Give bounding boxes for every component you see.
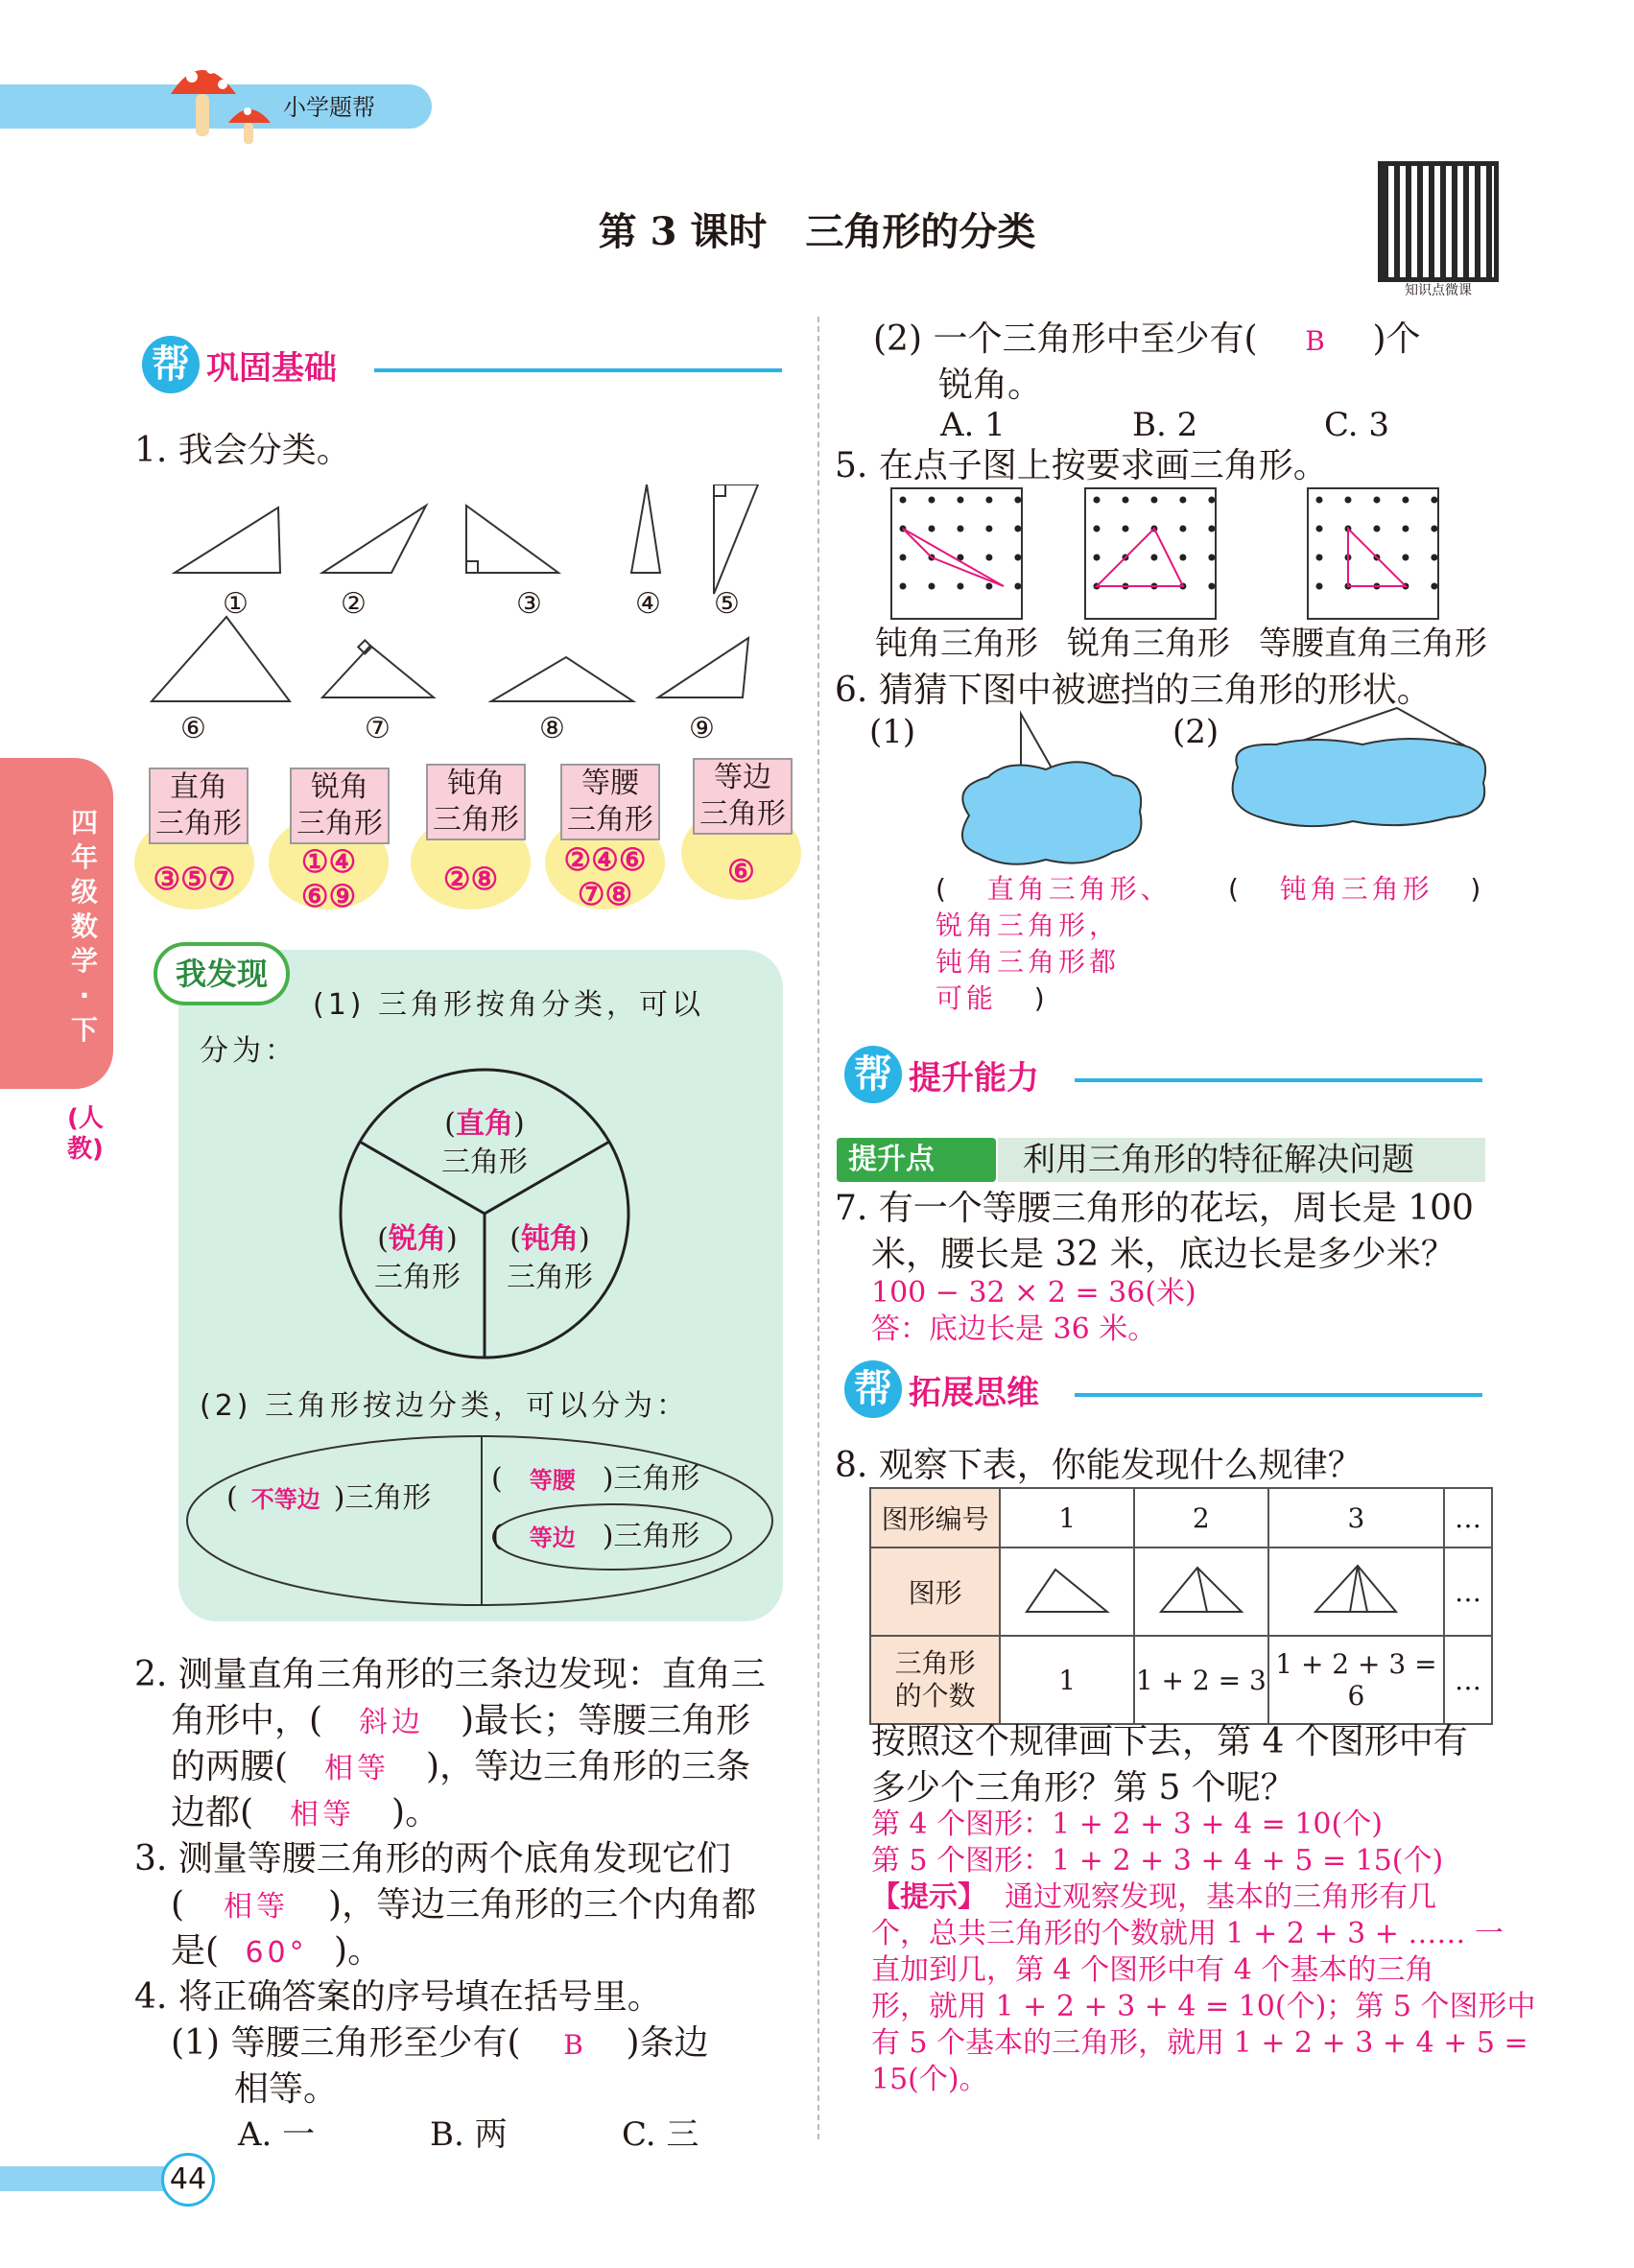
table-header: 图形编号 [870, 1488, 1000, 1547]
triangle-9 [658, 638, 748, 697]
pattern-figure-1 [1019, 1560, 1115, 1618]
table-figure [1134, 1547, 1268, 1636]
improve-point-tag: 提升点 [837, 1138, 996, 1182]
grid-dot [1014, 555, 1021, 561]
discover-p1a: (1) 三角形按角分类，可以 [313, 988, 705, 1022]
q2-line2: 角形中，( 斜边 )最长；等腰三角形 [171, 1701, 751, 1740]
dot-grid-acute [1084, 487, 1219, 622]
triangle-8 [491, 657, 633, 701]
pattern-figure-2 [1153, 1560, 1249, 1618]
table-header: 图形 [870, 1547, 1000, 1636]
grid-dot [985, 497, 992, 504]
cloud-hidden-triangle-2 [1219, 700, 1497, 844]
q2-line1: 2. 测量直角三角形的三条边发现：直角三 [134, 1655, 766, 1694]
triangle-7 [322, 646, 434, 697]
qr-caption: 知识点微课 [1405, 283, 1472, 298]
grid-dot [1179, 555, 1186, 561]
class-answer: ③⑤⑦ [153, 861, 236, 897]
mushroom-logo-icon [163, 48, 278, 154]
grid-dot [1122, 526, 1128, 532]
grid-dot [1122, 497, 1128, 504]
bang-icon: 帮 [142, 336, 200, 393]
grid-dot [1431, 583, 1437, 590]
class-label: 直角 三角形 [149, 768, 249, 844]
triangle-2 [322, 506, 426, 573]
grid-dot [1373, 497, 1380, 504]
tri-num-9: ⑨ [689, 712, 715, 745]
q5-stem: 5. 在点子图上按要求画三角形。 [835, 446, 1328, 485]
grid-dot [928, 583, 935, 590]
grid-dot [1431, 526, 1437, 532]
grid-dot [985, 555, 992, 561]
class-answer: ⑥ [727, 853, 755, 889]
section-improve: 提升能力 [909, 1059, 1039, 1098]
q8-question-1: 按照这个规律画下去，第 4 个图形中有 [871, 1722, 1468, 1761]
grid-dot [928, 497, 935, 504]
grid-dot [1402, 497, 1409, 504]
table-cell: 1 + 2 + 3 = 6 [1268, 1636, 1444, 1724]
q8-question-2: 多少个三角形？第 5 个呢？ [871, 1768, 1295, 1807]
bang-icon: 帮 [844, 1360, 902, 1418]
grid-dot [1094, 497, 1101, 504]
class-answer: ①④ ⑥⑨ [300, 843, 357, 914]
triangle-1 [175, 508, 280, 573]
grid-dot [1014, 497, 1021, 504]
q1-stem: 1. 我会分类。 [134, 431, 351, 470]
grid-dot [1402, 526, 1409, 532]
section-expand: 拓展思维 [909, 1374, 1039, 1412]
grid-dot [1208, 526, 1215, 532]
q8-answer-2: 第 5 个图形：1 + 2 + 3 + 4 + 5 = 15(个) [871, 1844, 1444, 1878]
side-edition: (人教) [67, 1104, 104, 1164]
q2-line3: 的两腰( 相等 )，等边三角形的三条 [171, 1747, 751, 1786]
table-cell: 1 + 2 = 3 [1134, 1636, 1268, 1724]
tri-num-6: ⑥ [180, 712, 206, 745]
class-label: 等腰 三角形 [560, 764, 660, 840]
q8-hint-5: 有 5 个基本的三角形，就用 1 + 2 + 3 + 4 + 5 = [871, 2026, 1528, 2060]
side-grade: 四年级数学·下 [70, 807, 98, 1046]
table-cell: 2 [1134, 1488, 1268, 1547]
tri-num-4: ④ [635, 587, 661, 621]
grid-dot [1179, 497, 1186, 504]
grid-dot [1316, 583, 1323, 590]
pie-acute: (锐角) 三角形 [374, 1222, 461, 1294]
table-cell: … [1444, 1488, 1492, 1547]
grid-dot [957, 497, 963, 504]
table-header: 三角形 的个数 [870, 1636, 1000, 1724]
ellipse-mid: ( 等腰 )三角形 [491, 1462, 700, 1496]
q8-hint-4: 形，就用 1 + 2 + 3 + 4 = 10(个)；第 5 个图形中 [871, 1990, 1536, 2023]
q3-line1: 3. 测量等腰三角形的两个底角发现它们 [134, 1839, 731, 1878]
ellipse-inner: ( 等边 )三角形 [491, 1520, 700, 1553]
q4-s1-option-c: C. 三 [622, 2115, 699, 2154]
triangle-4 [631, 484, 660, 573]
q6-num-1: (1) [869, 713, 916, 751]
grid-dot [1179, 526, 1186, 532]
q8-stem: 8. 观察下表，你能发现什么规律？ [835, 1446, 1362, 1485]
grid-dot [900, 555, 907, 561]
grid-dot [1431, 497, 1437, 504]
q8-hint-3: 直加到几，第 4 个图形中有 4 个基本的三角 [871, 1953, 1434, 1987]
bang-icon: 帮 [844, 1046, 902, 1103]
grid-dot [985, 526, 992, 532]
q2-line4: 边都( 相等 )。 [171, 1793, 440, 1832]
class-answer: ②④⑥ ⑦⑧ [563, 841, 647, 912]
q7-answer-2: 答：底边长是 36 米。 [871, 1312, 1157, 1346]
column-divider [817, 317, 819, 2139]
table-cell: 1 [1000, 1488, 1134, 1547]
q4-s2c: 锐角。 [938, 366, 1043, 405]
tri-num-7: ⑦ [365, 712, 391, 745]
grid-dot [1150, 497, 1157, 504]
tri-num-8: ⑧ [539, 712, 565, 745]
discover-p1b: 分为： [200, 1034, 297, 1068]
grid-dot [1150, 555, 1157, 561]
grid-dot [985, 583, 992, 590]
grid-dot [1014, 583, 1021, 590]
class-label: 钝角 三角形 [426, 764, 526, 840]
qr-code-icon[interactable] [1378, 161, 1499, 282]
q6-answer-1: ( 直角三角形、 锐角三角形， 钝角三角形都 可能 ) [935, 873, 1172, 1014]
improve-point-text: 利用三角形的特征解决问题 [1023, 1141, 1414, 1179]
grid-dot [1316, 555, 1323, 561]
table-cell: 1 [1000, 1636, 1134, 1724]
triangle-6 [152, 617, 290, 701]
dot-grid-isosceles-right [1307, 487, 1441, 622]
q4-stem: 4. 将正确答案的序号填在括号里。 [134, 1977, 662, 2017]
tri-num-1: ① [223, 587, 249, 621]
grid-dot [957, 526, 963, 532]
table-figure [1000, 1547, 1134, 1636]
pie-obtuse: (钝角) 三角形 [507, 1222, 593, 1294]
table-cell: … [1444, 1636, 1492, 1724]
q7-line2: 米，腰长是 32 米，底边长是多少米？ [871, 1235, 1456, 1274]
q8-hint-2: 个，总共三角形的个数就用 1 + 2 + 3 + …… 一 [871, 1917, 1504, 1950]
q4-s2-option-c: C. 3 [1324, 406, 1390, 444]
q5-label-1: 钝角三角形 [875, 625, 1038, 663]
discover-badge: 我发现 [154, 942, 290, 1005]
pie-right-angle: (直角) 三角形 [441, 1107, 528, 1179]
grid-dot [900, 497, 907, 504]
section-basic: 巩固基础 [206, 349, 337, 388]
grid-dot [1402, 555, 1409, 561]
q4-s1-option-b: B. 两 [430, 2115, 508, 2154]
ellipse-left: ( 不等边 )三角形 [226, 1481, 432, 1515]
grid-dot [1208, 555, 1215, 561]
page-bar [0, 2166, 182, 2191]
pattern-table [869, 1487, 1493, 1725]
grid-dot [1344, 497, 1351, 504]
brand-name: 小学题帮 [283, 94, 375, 121]
q6-answer-2: ( 钝角三角形 ) [1228, 873, 1485, 905]
grid-dot [957, 583, 963, 590]
page-number: 44 [161, 2153, 215, 2207]
table-cell: … [1444, 1547, 1492, 1636]
class-label: 等边 三角形 [693, 758, 793, 835]
grid-dot [1316, 526, 1323, 532]
q4-s2-option-a: A. 1 [940, 406, 1006, 444]
grid-dot [928, 526, 935, 532]
q3-line3: 是( 60° )。 [171, 1931, 383, 1971]
grid-dot [1094, 555, 1101, 561]
q8-answer-1: 第 4 个图形：1 + 2 + 3 + 4 = 10(个) [871, 1807, 1383, 1841]
tri-num-5: ⑤ [714, 587, 740, 621]
grid-dot [1431, 555, 1437, 561]
section-line [1075, 1393, 1482, 1397]
q7-line1: 7. 有一个等腰三角形的花坛，周长是 100 [835, 1189, 1474, 1228]
cloud-hidden-triangle-1 [950, 710, 1151, 873]
q8-hint-1: 【提示】 通过观察发现，基本的三角形有几 [871, 1880, 1437, 1914]
class-answer: ②⑧ [442, 861, 499, 897]
q6-stem: 6. 猜猜下图中被遮挡的三角形的形状。 [835, 671, 1432, 710]
q4-s2-option-b: B. 2 [1132, 406, 1198, 444]
q4-s1c: 相等。 [234, 2069, 339, 2109]
table-figure [1268, 1547, 1444, 1636]
grid-dot [1208, 583, 1215, 590]
tri-num-3: ③ [516, 587, 542, 621]
grid-dot [1208, 497, 1215, 504]
triangle-3 [466, 506, 558, 573]
section-line [1075, 1078, 1482, 1082]
tri-num-2: ② [341, 587, 367, 621]
grid-dot [1094, 526, 1101, 532]
q4-s1-option-a: A. 一 [238, 2115, 316, 2154]
section-line [374, 368, 782, 372]
q7-answer-1: 100 − 32 × 2 = 36(米) [871, 1276, 1196, 1310]
discover-p2: (2) 三角形按边分类，可以分为： [200, 1389, 690, 1423]
q4-s1: (1) 等腰三角形至少有( B )条边 [171, 2023, 709, 2063]
dot-grid-obtuse [890, 487, 1025, 622]
q4-s2: (2) 一个三角形中至少有( B )个 [873, 319, 1421, 359]
pattern-figure-3 [1308, 1560, 1404, 1618]
q6-num-2: (2) [1172, 713, 1220, 751]
q3-line2: ( 相等 )，等边三角形的三个内角都 [171, 1885, 757, 1925]
q8-hint-6: 15(个)。 [871, 2063, 988, 2096]
class-label: 锐角 三角形 [290, 768, 390, 844]
q5-label-3: 等腰直角三角形 [1259, 625, 1487, 663]
q5-label-2: 锐角三角形 [1067, 625, 1230, 663]
grid-dot [1373, 526, 1380, 532]
table-cell: 3 [1268, 1488, 1444, 1547]
page-title: 第 3 课时 三角形的分类 [598, 209, 1036, 254]
grid-dot [1014, 526, 1021, 532]
triangle-5 [714, 484, 758, 594]
grid-dot [900, 583, 907, 590]
grid-dot [1316, 497, 1323, 504]
